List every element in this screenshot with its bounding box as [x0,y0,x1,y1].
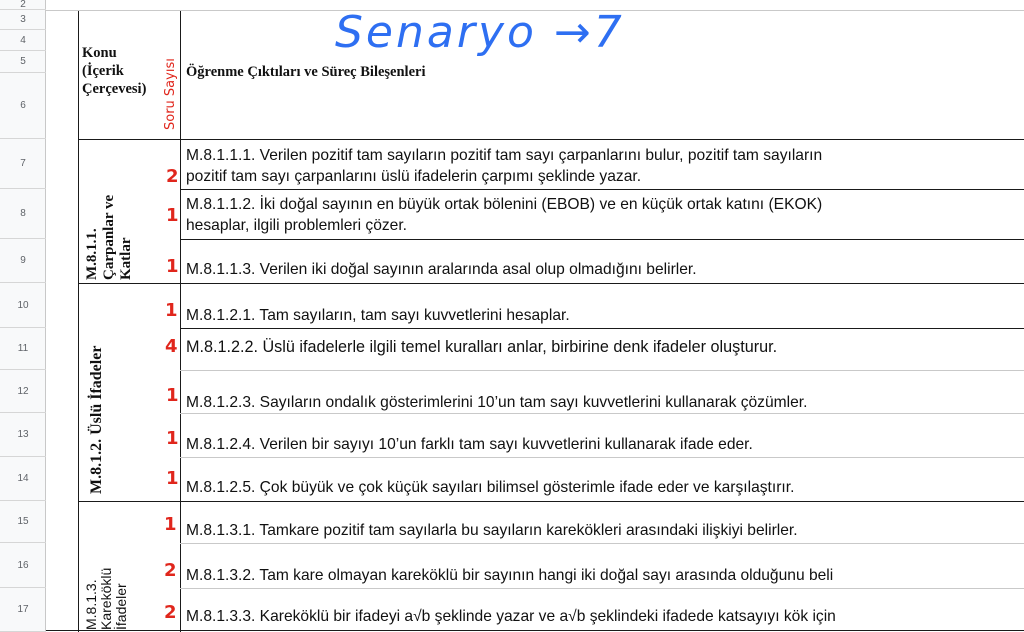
question-count: 1 [165,300,178,321]
row-number[interactable]: 10 [0,283,46,328]
row-number[interactable]: 17 [0,588,46,632]
outcome-cell[interactable] [186,259,697,280]
topic-cell-uslu[interactable] [88,346,105,494]
row-border [180,189,1024,190]
header-topic-line: Çerçevesi) [82,81,147,97]
topic-cell-karekoklu[interactable] [84,568,129,630]
row-number[interactable]: 3 [0,10,46,30]
row-number[interactable]: 11 [0,328,46,370]
row-border [180,457,1024,458]
outcome-cell[interactable] [186,337,777,358]
row-number[interactable]: 12 [0,370,46,413]
question-count: 2 [166,166,179,187]
row-border [78,501,1024,502]
topic-line: M.8.1.1. [84,228,100,280]
outcome-cell[interactable] [186,606,836,627]
topic-line: Çarpanlar ve [101,194,117,280]
row-border [180,370,1024,371]
handwritten-side-label: Soru Sayısı [163,58,178,130]
outcome-cell[interactable] [186,565,833,586]
handwritten-title: Senaryo →7 [335,7,625,58]
outcome-cell[interactable] [186,520,798,541]
topic-line: M.8.1.3. [83,579,99,630]
outcome-cell[interactable] [186,145,822,187]
question-count: 2 [164,560,177,581]
header-topic-line: Konu [82,45,117,61]
outcome-line: M.8.1.1.3. Verilen iki doğal sayının aralarında asal olup olmadığını belirler. [186,261,697,278]
outcome-line: M.8.1.2.2. Üslü ifadelerle ilgili temel kuralları anlar, birbirine denk ifadeler oluşturur. [186,338,778,356]
row-number[interactable]: 9 [0,239,46,283]
row-number[interactable]: 5 [0,51,46,73]
row-number[interactable]: 15 [0,501,46,543]
row-border [180,239,1024,240]
outcome-line: M.8.1.2.4. Verilen bir sayıyı 10’un farklı tam sayı kuvvetlerini kullanarak ifade eder. [186,436,753,453]
topic-cell-carpanlar[interactable] [84,195,135,280]
outcome-line: M.8.1.1.1. Verilen pozitif tam sayıların pozitif tam sayı çarpanlarını bulur, pozitif tam sayıların [186,147,823,164]
topic-line: Katlar [118,237,134,280]
topic-line: M.8.1.2. Üslü İfadeler [88,345,105,494]
outcome-line: M.8.1.1.2. İki doğal sayının en büyük ortak bölenini (EBOB) ve en küçük ortak katını (EKOK) [186,196,823,213]
row-header-column [0,0,46,632]
column-border [78,10,79,632]
header-outcomes-cell[interactable]: Öğrenme Çıktıları ve Süreç Bileşenleri [186,64,426,80]
question-count: 1 [166,468,179,489]
outcome-line: pozitif tam sayı çarpanlarını üslü ifadelerin çarpımı şeklinde yazar. [186,168,642,185]
row-number[interactable]: 6 [0,73,46,139]
row-number[interactable]: 8 [0,189,46,239]
row-border [78,139,1024,140]
question-count: 1 [166,256,179,277]
column-border [180,10,181,632]
question-count: 1 [166,385,179,406]
outcome-cell[interactable] [186,477,794,498]
row-border [180,413,1024,414]
row-number[interactable]: 14 [0,457,46,501]
topic-line: İfadeler [113,583,129,630]
outcome-cell[interactable] [186,392,807,413]
question-count: 1 [164,514,177,535]
header-topic-line: (İçerik [82,63,124,79]
row-number[interactable]: 16 [0,543,46,588]
row-number[interactable]: 7 [0,139,46,189]
row-border [46,630,1024,631]
outcome-line: M.8.1.2.5. Çok büyük ve çok küçük sayıları bilimsel gösterimle ifade eder ve karşılaştırır. [186,479,795,496]
row-number[interactable]: 13 [0,413,46,457]
outcome-line: M.8.1.3.1. Tamkare pozitif tam sayılarla bu sayıların karekökleri arasındaki ilişkiyi belirler. [186,522,798,539]
question-count: 1 [166,428,179,449]
row-border [180,588,1024,589]
outcome-line: M.8.1.2.3. Sayıların ondalık gösterimlerini 10’un tam sayı kuvvetlerini kullanarak çözümler. [186,394,808,411]
question-count: 2 [164,602,177,623]
question-count: 4 [165,336,178,357]
question-count: 1 [166,205,179,226]
outcome-cell[interactable] [186,434,753,455]
outcome-cell[interactable] [186,305,570,326]
outcome-line: M.8.1.2.1. Tam sayıların, tam sayı kuvvetlerini hesaplar. [186,307,570,324]
topic-line: Kareköklü [98,567,114,630]
row-border [180,328,1024,329]
row-number[interactable]: 2 [0,0,46,10]
row-border [180,543,1024,544]
outcome-cell[interactable] [186,194,822,236]
outcome-line: hesaplar, ilgili problemleri çözer. [186,217,408,234]
outcome-line: M.8.1.3.3. Kareköklü bir ifadeyi a√b şeklinde yazar ve a√b şeklindeki ifadede katsayıyı kök için [186,608,836,625]
row-number[interactable]: 4 [0,30,46,51]
row-border [78,283,1024,284]
outcome-line: M.8.1.3.2. Tam kare olmayan kareköklü bir sayının hangi iki doğal sayı arasında olduğunu beli [186,567,834,584]
